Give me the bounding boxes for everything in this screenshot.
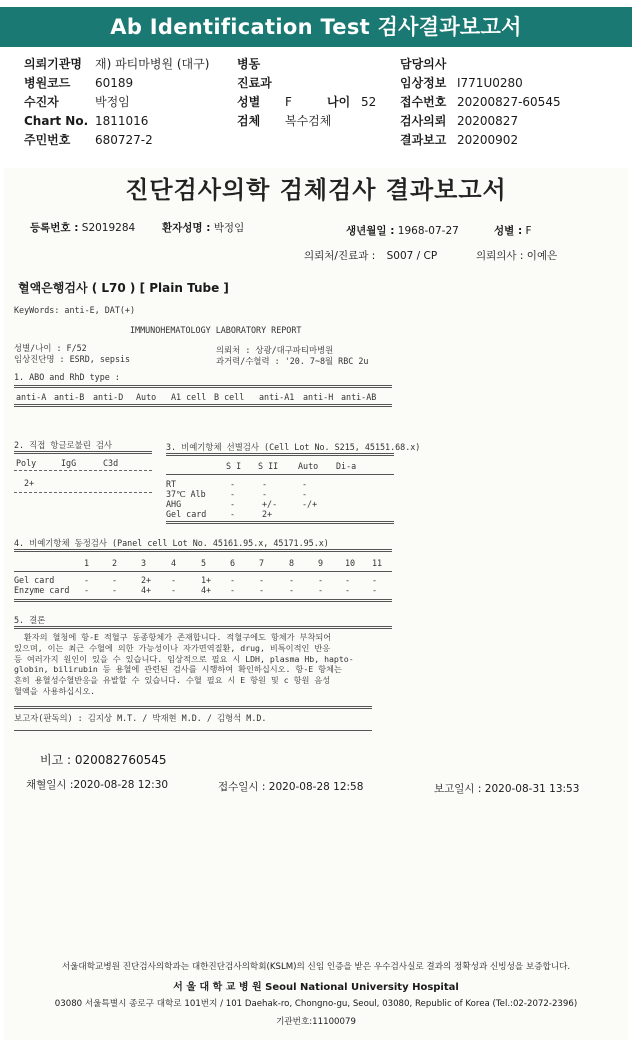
- panel-result: -: [372, 575, 378, 585]
- diagnosis: 임상진단명 : ESRD, sepsis: [14, 354, 131, 364]
- report-title: 진단검사의학 검체검사 결과보고서: [125, 176, 507, 204]
- header-label: 병원코드: [24, 76, 71, 90]
- panel-column-header: 3: [141, 558, 147, 568]
- header-label: 성별: [237, 95, 261, 109]
- screen-result: -: [230, 499, 236, 509]
- panel-column-header: 7: [259, 558, 265, 568]
- screen-result: -: [230, 489, 236, 499]
- screen-result: -: [262, 489, 268, 499]
- screen-result: -: [230, 479, 236, 489]
- panel-result: -: [112, 585, 118, 595]
- abo-column-header: anti-A1: [259, 392, 295, 402]
- header-value: 680727-2: [95, 133, 153, 147]
- abo-column-header: anti-A: [16, 392, 47, 402]
- screen-phase: 37℃ Alb: [166, 489, 206, 499]
- conclusion-line: globin, bilirubin 등 용혈에 관련된 검사를 시행하여 확인하십시오. 항-E 항체는: [14, 664, 342, 675]
- panel-column-header: 10: [345, 558, 356, 568]
- abo-column-header: anti-H: [303, 392, 334, 402]
- abo-column-header: anti-AB: [341, 392, 377, 402]
- header-value: 재) 파티마병원 (대구): [95, 57, 210, 71]
- s2-title: 2. 직접 항글로불린 검사: [14, 440, 113, 450]
- reg-no: 등록번호 : S2019284: [30, 222, 136, 234]
- header-label: 검체: [237, 114, 261, 128]
- screen-result: -: [230, 509, 236, 519]
- header-label: 주민번호: [24, 133, 71, 147]
- panel-result: -: [318, 585, 324, 595]
- s5-title: 5. 결론: [14, 615, 46, 625]
- sex: 성별 : F: [494, 225, 532, 237]
- header-label: 병동: [237, 57, 261, 71]
- header-label: 검사의뢰: [400, 114, 447, 128]
- panel-result: -: [318, 575, 324, 585]
- header-label: 담당의사: [400, 57, 447, 71]
- screen-result: -/+: [302, 499, 318, 509]
- history: 과거력/수혈력 : '20. 7~8월 RBC 2u: [216, 356, 369, 366]
- panel-result: 4+: [201, 585, 212, 595]
- report-paper: [4, 168, 628, 1040]
- header-label: Chart No.: [24, 114, 89, 128]
- report-time: 보고일시 : 2020-08-31 13:53: [434, 783, 580, 795]
- patient-name: 환자성명 : 박정임: [162, 222, 245, 234]
- header-value: F: [285, 95, 292, 109]
- header-label: 결과보고: [400, 133, 447, 147]
- cert-statement: 서울대학교병원 진단검사의학과는 대한진단검사의학회(KSLM)의 신임 인증을 받은 우수검사실로 결과의 정확성과 신빙성을 보증합니다.: [61, 962, 571, 972]
- header-value: I771U0280: [457, 76, 523, 90]
- panel-column-header: 5: [201, 558, 207, 568]
- panel-result: -: [171, 585, 177, 595]
- header-label: 진료과: [237, 76, 272, 90]
- panel-column-header: 2: [112, 558, 118, 568]
- conclusion-line: 등 여러가지 원인이 있을 수 있습니다. 임상적으로 필요 시 LDH, plasma Hb, hapto-: [14, 653, 354, 664]
- lab-title: IMMUNOHEMATOLOGY LABORATORY REPORT: [130, 325, 302, 335]
- panel-result: -: [112, 575, 118, 585]
- header-value: 20200827-60545: [457, 95, 561, 109]
- s4-title: 4. 비예기항체 동정검사 (Panel cell Lot No. 45161.95.x, 45171.95.x): [14, 538, 329, 548]
- doctor: 의뢰의사 : 이예은: [476, 250, 558, 262]
- screen-result: -: [302, 489, 308, 499]
- panel-result: -: [289, 575, 295, 585]
- conclusion-line: 혈액을 사용하십시오.: [14, 686, 96, 696]
- panel-method: Gel card: [14, 575, 55, 585]
- collect-time: 채혈일시 :2020-08-28 12:30: [26, 779, 169, 791]
- panel-result: 4+: [141, 585, 152, 595]
- screen-phase: RT: [166, 479, 177, 489]
- dat-column-header: IgG: [61, 458, 77, 468]
- header-label: 수진자: [24, 95, 59, 109]
- panel-result: 2+: [141, 575, 152, 585]
- screen-result: 2+: [262, 509, 273, 519]
- dat-value: 2+: [24, 478, 35, 488]
- header-label: 임상정보: [400, 76, 447, 90]
- screen-result: -: [262, 479, 268, 489]
- panel-result: -: [345, 575, 351, 585]
- s1-title: 1. ABO and RhD type :: [14, 372, 120, 382]
- abo-column-header: Auto: [136, 392, 157, 402]
- abo-column-header: anti-D: [93, 392, 124, 402]
- conclusion-line: 흔히 용혈성수혈반응을 유발할 수 있습니다. 수혈 필요 시 E 항원 및 c 항원 음성: [14, 675, 331, 686]
- sex-age: 성별/나이 : F/52: [14, 343, 87, 353]
- screen-result: +/-: [262, 499, 278, 509]
- header-value: 20200902: [457, 133, 519, 147]
- screen-column-header: S I: [226, 461, 242, 471]
- header-value: 복수검체: [285, 114, 332, 128]
- panel-column-header: 1: [84, 558, 90, 568]
- abo-column-header: anti-B: [54, 392, 85, 402]
- header-label: 의뢰기관명: [24, 57, 82, 71]
- panel-result: -: [259, 585, 265, 595]
- screen-column-header: Di-a: [336, 461, 357, 471]
- screen-column-header: S II: [258, 461, 279, 471]
- dat-column-header: C3d: [103, 458, 119, 468]
- screen-column-header: Auto: [298, 461, 319, 471]
- header-label: 접수번호: [400, 95, 447, 109]
- report-banner: Ab Identification Test 검사결과보고서: [0, 7, 632, 47]
- panel-method: Enzyme card: [14, 585, 70, 595]
- panel-result: -: [230, 585, 236, 595]
- keywords: KeyWords: anti-E, DAT(+): [14, 305, 136, 315]
- org-number: 기관번호:11100079: [276, 1017, 356, 1027]
- reporter: 보고자(판독의) : 김지상 M.T. / 박재현 M.D. / 김형석 M.D.: [14, 713, 267, 723]
- panel-result: -: [84, 575, 90, 585]
- abo-column-header: B cell: [214, 392, 245, 402]
- dat-column-header: Poly: [16, 458, 37, 468]
- panel-column-header: 8: [289, 558, 295, 568]
- panel-column-header: 9: [318, 558, 324, 568]
- panel-result: -: [372, 585, 378, 595]
- test-name: 혈액은행검사 ( L70 ) [ Plain Tube ]: [18, 281, 229, 295]
- panel-result: -: [230, 575, 236, 585]
- screen-phase: Gel card: [166, 509, 207, 519]
- header-label: 나이: [327, 95, 351, 109]
- receive-time: 접수일시 : 2020-08-28 12:58: [218, 781, 364, 793]
- panel-result: -: [171, 575, 177, 585]
- abo-column-header: A1 cell: [171, 392, 207, 402]
- panel-result: 1+: [201, 575, 212, 585]
- header-value: 52: [361, 95, 377, 109]
- panel-column-header: 6: [230, 558, 236, 568]
- panel-result: -: [259, 575, 265, 585]
- hospital-name: 서 울 대 학 교 병 원 Seoul National University Hospital: [173, 982, 459, 993]
- origin: 의뢰처 : 상광/대구파티마병원: [216, 345, 334, 355]
- header-value: 박정임: [95, 95, 130, 109]
- conclusion-line: 있으며, 이는 최근 수혈에 의한 가능성이나 자가면역질환, drug, 비특이적인 반응: [14, 642, 331, 653]
- s3-title: 3. 비예기항체 선별검사 (Cell Lot No. S215, 45151.68.x): [166, 442, 421, 452]
- header-value: 60189: [95, 76, 134, 90]
- screen-result: -: [302, 479, 308, 489]
- conclusion-line: 환자의 혈청에 항-E 적혈구 동종항체가 존재합니다. 적혈구에도 항체가 부착되어: [14, 632, 332, 642]
- note: 비고 : 020082760545: [40, 753, 167, 767]
- panel-column-header: 11: [372, 558, 383, 568]
- header-value: 20200827: [457, 114, 519, 128]
- panel-column-header: 4: [171, 558, 177, 568]
- panel-result: -: [345, 585, 351, 595]
- screen-phase: AHG: [166, 499, 182, 509]
- hospital-address: 03080 서울특별시 종로구 대학로 101번지 / 101 Daehak-ro, Chongno-gu, Seoul, 03080, Republic of Korea (Tel.:02-2072-2396): [54, 999, 578, 1009]
- dept: 의뢰처/진료과 : S007 / CP: [304, 250, 438, 262]
- dob: 생년월일 : 1968-07-27: [346, 225, 459, 237]
- header-value: 1811016: [95, 114, 149, 128]
- panel-result: -: [84, 585, 90, 595]
- panel-result: -: [289, 585, 295, 595]
